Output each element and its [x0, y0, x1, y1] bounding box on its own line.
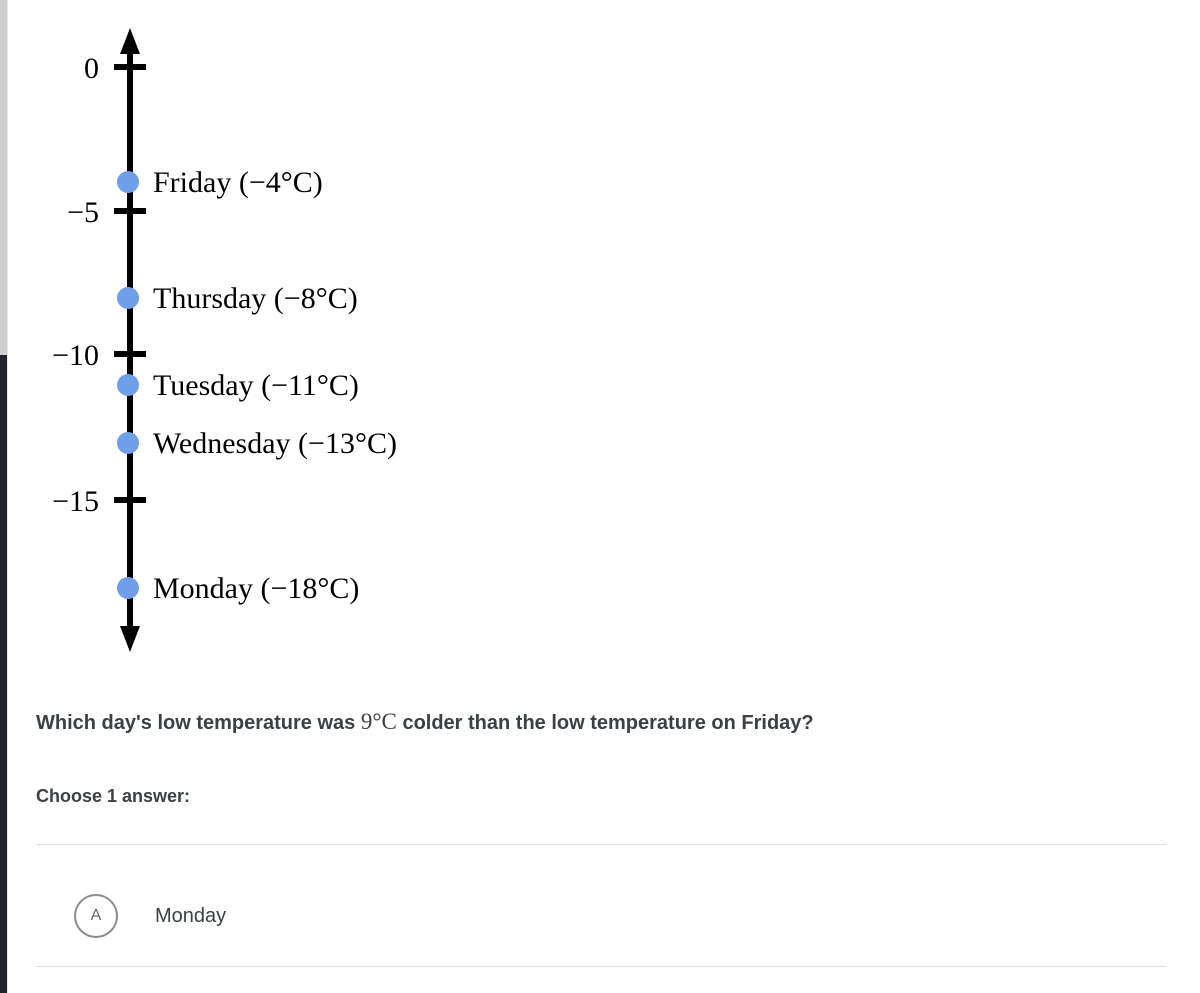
data-point-wednesday — [117, 427, 397, 460]
data-point-monday — [117, 572, 359, 605]
answer-choice-a-label: Monday — [155, 904, 227, 927]
data-point-label-friday: Friday (−4°C) — [153, 166, 323, 199]
question-text-after: colder than the low temperature on Friday? — [396, 712, 814, 734]
axis-tick-label-minus10: −10 — [52, 339, 99, 372]
answer-divider-bottom — [36, 966, 1166, 967]
data-point-tuesday — [117, 369, 359, 402]
choose-answer-label: Choose 1 answer: — [36, 786, 191, 806]
answer-choice-a[interactable] — [36, 866, 1166, 966]
axis-tick-label-minus5: −5 — [67, 196, 99, 229]
question-text-before: Which day's low temperature was — [36, 712, 361, 734]
axis-line — [120, 28, 140, 652]
data-point-label-monday: Monday (−18°C) — [153, 572, 360, 605]
data-point-label-thursday: Thursday (−8°C) — [153, 282, 358, 315]
data-point-label-wednesday: Wednesday (−13°C) — [153, 427, 397, 460]
answer-divider-top — [36, 844, 1166, 845]
data-point-label-tuesday: Tuesday (−11°C) — [153, 369, 359, 402]
data-point-thursday — [117, 282, 358, 315]
axis-tick-label-minus15: −15 — [52, 485, 99, 518]
question-math-value: 9°C — [360, 709, 397, 734]
data-point-friday — [117, 166, 323, 199]
question-text — [36, 706, 1166, 738]
answer-choice-a-marker[interactable]: A — [74, 894, 118, 938]
axis-tick-label-0: 0 — [84, 52, 99, 85]
